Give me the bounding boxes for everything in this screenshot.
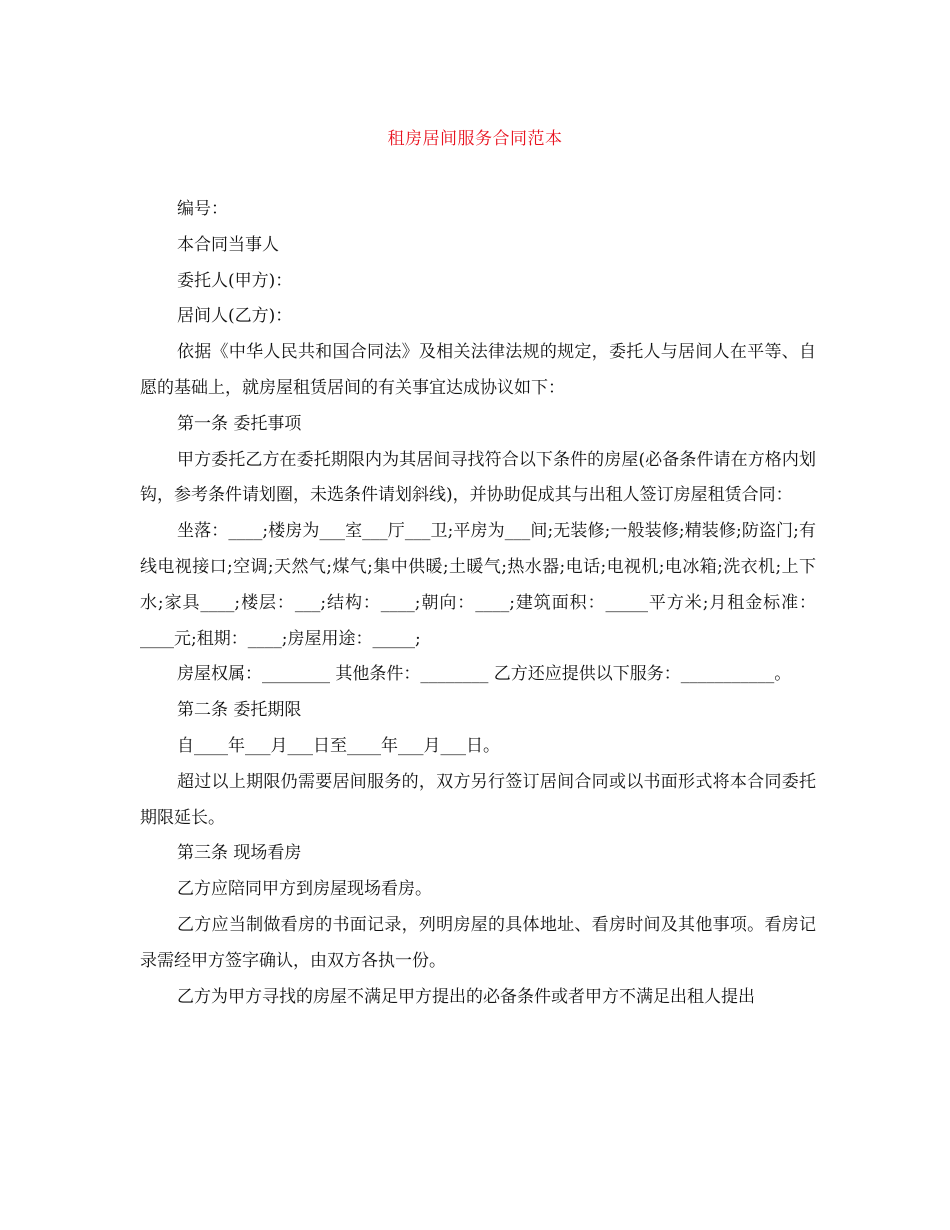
preamble-paragraph: 依据《中华人民共和国合同法》及相关法律法规的规定，委托人与居间人在平等、自愿的基础上，就房屋租赁居间的有关事宜达成协议如下： — [140, 342, 816, 398]
principal-line: 委托人(甲方)： — [177, 270, 293, 291]
viewing-paragraph-2: 乙方应当制做看房的书面记录，列明房屋的具体地址、看房时间及其他事项。看房记录需经甲方签字确认，由双方各执一份。 — [140, 914, 816, 971]
article-1-heading: 第一条 委托事项 — [177, 413, 302, 434]
article-2-heading: 第二条 委托期限 — [177, 700, 302, 721]
property-conditions-paragraph: 坐落：____;楼房为___室___厅___卫;平房为___间;无装修;一般装修;精装修;防盗门;有线电视接口;空调;天然气;煤气;集中供暖;土暖气;热水器;电话;电视机;电冰箱;洗衣机;上下水;家具____;楼层：___;结构：____;朝向：____;建筑面积：_____平方米;月租金标准：____元;租期：____;房屋用途：_____; — [140, 521, 816, 649]
document-body — [140, 192, 816, 1015]
viewing-paragraph-3: 乙方为甲方寻找的房屋不满足甲方提出的必备条件或者甲方不满足出租人提出 — [177, 986, 755, 1007]
intermediary-line: 居间人(乙方)： — [177, 306, 293, 327]
parties-heading: 本合同当事人 — [177, 234, 279, 255]
term-extension-paragraph: 超过以上期限仍需要居间服务的，双方另行签订居间合同或以书面形式将本合同委托期限延长。 — [140, 771, 816, 828]
ownership-paragraph: 房屋权属：________ 其他条件：________ 乙方还应提供以下服务：___________。 — [177, 664, 792, 685]
article-3-heading: 第三条 现场看房 — [177, 843, 302, 864]
contract-number-line: 编号： — [177, 199, 228, 219]
term-dates-line: 自____年___月___日至____年___月___日。 — [177, 735, 500, 756]
viewing-paragraph-1: 乙方应陪同甲方到房屋现场看房。 — [177, 879, 432, 900]
article-1-paragraph: 甲方委托乙方在委托期限内为其居间寻找符合以下条件的房屋(必备条件请在方格内划钩，参考条件请划圈，未选条件请划斜线)，并协助促成其与出租人签订房屋租赁合同： — [140, 449, 816, 506]
document-title: 租房居间服务合同范本 — [387, 129, 563, 149]
